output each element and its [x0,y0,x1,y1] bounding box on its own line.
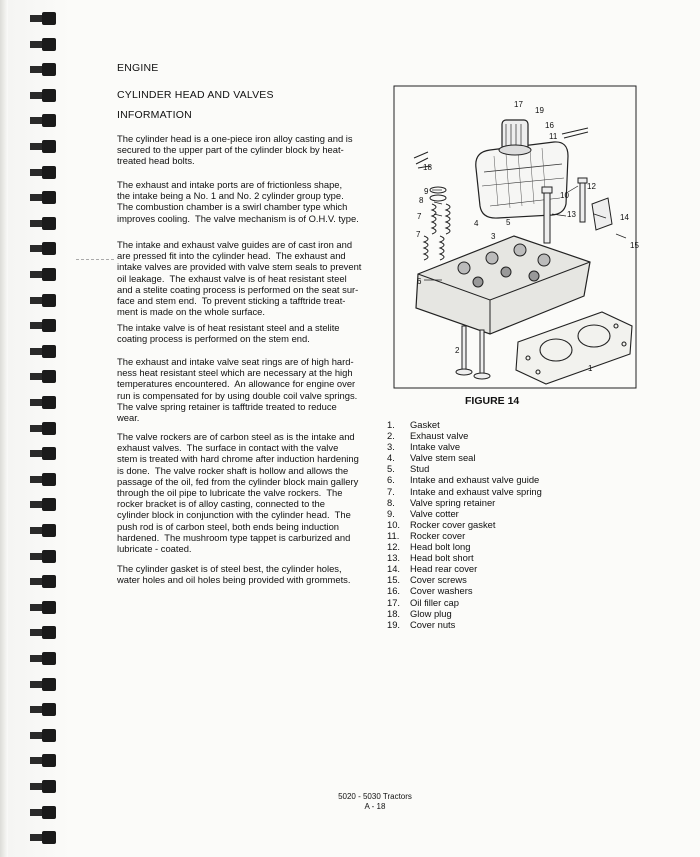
paragraph-line: is done. The valve rocker shaft is hollow and allows the [117,464,349,476]
legend-item [387,574,542,585]
paragraph-line: secured to the upper part of the cylinder block by heat- [117,144,344,156]
page-title: CYLINDER HEAD AND VALVES [117,89,274,101]
paragraph-line: passage of the oil, fed from the cylinder block main gallery [117,475,359,487]
legend-item [387,608,542,619]
paragraph-line: temperatures encountered. An allowance for engine over [117,378,356,390]
callout-label: 4 [474,219,479,228]
legend-item [387,585,542,596]
binding-ring [30,447,60,460]
legend-label: Intake valve [410,441,461,453]
paragraph-line: hardened. The mushroom type tappet is carburized and [117,531,351,543]
paragraph-line: push rod is of carbon steel, both ends being induction [117,520,340,532]
binding-ring [30,12,60,25]
legend-label: Gasket [410,419,440,430]
binding-ring [30,191,60,204]
legend-item [387,497,542,508]
legend-label: Head bolt long [410,541,471,553]
callout-label: 2 [455,346,460,355]
legend-number: 2. [387,430,395,442]
legend-item [387,452,542,463]
legend-label: Oil filler cap [410,596,459,608]
paragraph-line: ness heat resistant steel which are necessary at the high [117,367,353,379]
paragraph-line: The cylinder head is a one-piece iron alloy casting and is [117,133,353,144]
binding-ring [30,831,60,844]
binding-ring [30,754,60,767]
legend-number: 18. [387,607,401,619]
binding-ring [30,217,60,230]
legend-number: 8. [387,496,395,508]
paragraph-line: ment is made on the whole surface. [117,306,265,318]
legend-item [387,619,542,630]
legend-label: Intake and exhaust valve spring [410,485,542,497]
legend-number: 14. [387,563,401,575]
section-label: ENGINE [117,62,159,74]
legend-number: 11. [387,529,400,541]
binding-ring [30,396,60,409]
legend-item [387,519,542,530]
subsection-title: INFORMATION [117,109,192,121]
binding-ring [30,703,60,716]
callout-label: 19 [535,106,544,115]
binding-ring [30,806,60,819]
callout-label: 9 [424,187,429,196]
legend-number: 13. [387,552,401,564]
callout-label: 12 [587,182,596,191]
callout-label: 1 [588,364,593,373]
paragraph-line: the intake being a No. 1 and No. 2 cylinder group type. [117,190,344,202]
callout-label: 10 [560,191,569,200]
legend-number: 19. [387,618,401,630]
margin-mark [76,259,114,261]
legend-number: 17. [387,596,401,608]
legend-number: 12. [387,541,401,553]
legend-item [387,552,542,563]
legend-item [387,530,542,541]
legend-label: Stud [410,463,430,475]
paragraph-line: The exhaust and intake ports are of frictionless shape, [117,179,343,190]
binding-ring [30,575,60,588]
legend-item [387,441,542,452]
footer-model: 5020 - 5030 Tractors [338,792,412,801]
callout-label: 7 [417,212,422,221]
binding-ring [30,114,60,127]
callout-label: 13 [567,210,576,219]
legend-number: 9. [387,507,395,519]
legend-item [387,430,542,441]
paragraph-line: coating process is performed on the stem end. [117,333,310,345]
binding-ring [30,550,60,563]
figure-legend [387,419,542,630]
callout-label: 15 [630,241,639,250]
paragraph-line: and a stelite coating process is performed on the seat sur- [117,283,359,295]
paragraph-line: through the oil pipe to lubricate the valve rockers. The [117,487,343,498]
binding-ring [30,140,60,153]
legend-number: 6. [387,474,395,486]
binding-ring [30,63,60,76]
callout-label: 7 [416,230,421,239]
binding-ring [30,166,60,179]
legend-label: Rocker cover gasket [410,518,496,530]
callout-label: 6 [417,277,422,286]
binding-ring [30,652,60,665]
legend-number: 10. [387,518,401,530]
legend-number: 5. [387,463,395,475]
binding-ring [30,89,60,102]
legend-item [387,541,542,552]
legend-label: Rocker cover [410,529,466,541]
legend-number: 3. [387,441,395,453]
binding-ring [30,626,60,639]
legend-item [387,474,542,485]
legend-label: Intake and exhaust valve guide [410,474,540,486]
binding-ring [30,422,60,435]
callout-label: 18 [423,163,432,172]
legend-number: 4. [387,452,395,464]
legend-number: 1. [387,419,395,430]
paragraph-line: intake valves are provided with valve stem seals to prevent [117,261,362,273]
paragraph-line: exhaust valves. The surface in contact with the valve [117,442,339,454]
paragraph-line: treated head bolts. [117,155,195,167]
legend-number: 7. [387,485,395,497]
paragraph-line: face and stem end. To prevent sticking a tafftride treat- [117,295,346,306]
paragraph-line: improves cooling. The valve mechanism is of O.H.V. type. [117,212,359,224]
paragraph-line: wear. [117,412,140,423]
legend-item [387,563,542,574]
binding-ring [30,294,60,307]
legend-number: 16. [387,585,401,597]
paragraph-line: The intake valve is of heat resistant steel and a stelite [117,322,340,333]
paragraph-line: The exhaust and intake valve seat rings are of high hard- [117,356,354,367]
callout-label: 8 [419,196,424,205]
callout-label: 11 [549,132,558,141]
binding-ring [30,601,60,614]
paragraph-line: The combustion chamber is a swirl chamber type which [117,201,348,213]
binding-ring [30,678,60,691]
figure-14-diagram [394,86,639,388]
legend-item [387,463,542,474]
paragraph-line: are pressed fit into the cylinder head. The exhaust and [117,250,346,262]
binding-ring [30,473,60,486]
paragraph-line: rocker bracket is of alloy casting, connected to the [117,498,325,510]
binding-ring [30,780,60,793]
legend-label: Head bolt short [410,552,474,564]
callout-label: 3 [491,232,496,241]
paragraph-line: run is compensated for by using double coil valve springs. [117,389,358,401]
legend-label: Cover nuts [410,618,456,630]
paragraph-line: stem is treated with hard chrome after induction hardening [117,453,359,465]
callout-label: 16 [545,121,554,130]
paragraph-line: The cylinder gasket is of steel best, the cylinder holes, [117,563,342,574]
legend-label: Cover washers [410,585,473,597]
callout-label: 5 [506,218,511,227]
binding-ring [30,524,60,537]
page-edge-shadow [0,0,8,857]
paragraph-line: water holes and oil holes being provided with grommets. [117,574,351,586]
legend-item [387,508,542,519]
binding-ring [30,345,60,358]
legend-label: Valve spring retainer [410,496,496,508]
binding-ring [30,242,60,255]
legend-number: 15. [387,574,401,586]
paragraph-line: cylinder block in conjunction with the cylinder head. The [117,509,351,521]
oil-filler-cap-drawing [499,120,531,155]
figure-caption: FIGURE 14 [465,395,520,407]
legend-label: Glow plug [410,607,452,619]
binding-ring [30,498,60,511]
binding-ring [30,729,60,742]
legend-item [387,419,542,430]
paragraph-line: The valve rockers are of carbon steel as is the intake and [117,431,355,442]
binding-ring [30,370,60,383]
legend-label: Head rear cover [410,563,478,575]
binding-ring [30,319,60,332]
paragraph-line: The intake and exhaust valve guides are of cast iron and [117,239,353,250]
legend-label: Exhaust valve [410,430,469,442]
paragraph-line: The valve spring retainer is tafftride treated to reduce [117,400,337,412]
binding-ring [30,268,60,281]
footer-page-number: A - 18 [364,802,386,811]
binding-ring [30,38,60,51]
legend-label: Valve cotter [410,507,459,519]
paragraph-line: oil leakage. The exhaust valve is of heat resistant steel [117,272,347,284]
callout-label: 14 [620,213,629,222]
legend-item [387,486,542,497]
legend-label: Cover screws [410,574,467,586]
legend-label: Valve stem seal [410,452,476,464]
paragraph-line: lubricate - coated. [117,543,192,554]
callout-label: 17 [514,100,523,109]
legend-item [387,597,542,608]
